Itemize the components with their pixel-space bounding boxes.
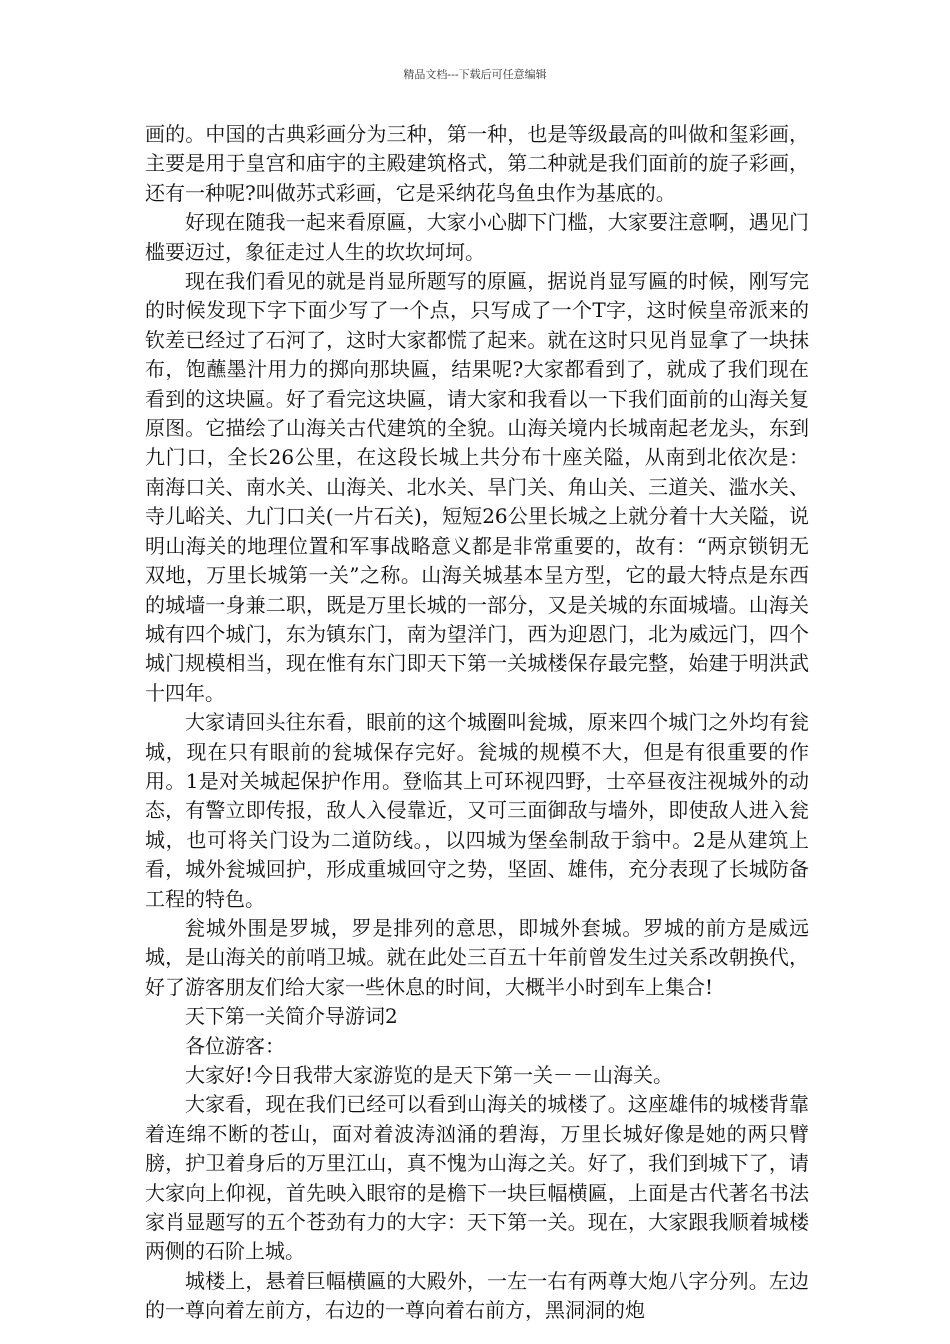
paragraph: 大家请回头往东看，眼前的这个城圈叫瓮城，原来四个城门之外均有瓮城，现在只有眼前的瓮城保存完好。瓮城的规模不大，但是有很重要的作用。1是对关城起保护作用。登临其上可环视四野，士卒昼夜注视城外的动态，有警立即传报，敌人入侵靠近，又可三面御敌与墙外，即使敌人进入瓮城，也可将关门设为二道防线。，以四城为堡垒制敌于翁中。2是从建筑上看，城外瓮城回护，形成重城回守之势，坚固、雄伟，充分表现了长城防备工程的特色。	[145, 710, 809, 911]
paragraph: 大家好!今日我带大家游览的是天下第一关－－山海关。	[185, 1063, 674, 1087]
page-header: 精品文档---下载后可任意编辑	[403, 68, 547, 81]
document-body	[145, 120, 809, 1326]
section-title: 天下第一关简介导游词2	[185, 1004, 398, 1029]
greeting: 各位游客：	[185, 1033, 285, 1058]
paragraph: 画的。中国的古典彩画分为三种，第一种，也是等级最高的叫做和玺彩画，主要是用于皇宫和庙宇的主殿建筑格式，第二种就是我们面前的旋子彩画，还有一种呢?叫做苏式彩画，它是采纳花鸟鱼虫作为基底的。	[145, 122, 809, 205]
paragraph: 瓮城外围是罗城，罗是排列的意思，即城外套城。罗城的前方是威远城，是山海关的前哨卫城。就在此处三百五十年前曾发生过关系改朝换代，好了游客朋友们给大家一些休息的时间，大概半小时到车上集合!	[145, 915, 809, 999]
paragraph: 城楼上，悬着巨幅横匾的大殿外，一左一右有两尊大炮八字分列。左边的一尊向着左前方，右边的一尊向着右前方，黑洞洞的炮	[145, 1268, 809, 1323]
paragraph: 好现在随我一起来看原匾，大家小心脚下门槛，大家要注意啊，遇见门槛要迈过，象征走过人生的坎坎坷坷。	[145, 210, 809, 264]
paragraph: 现在我们看见的就是肖显所题写的原匾，据说肖显写匾的时候，刚写完的时候发现下字下面少写了一个点，只写成了一个T字，这时候皇帝派来的钦差已经过了石河了，这时大家都慌了起来。就在这时只见肖显拿了一块抹布，饱蘸墨汁用力的掷向那块匾，结果呢?大家都看到了，就成了我们现在看到的这块匾。好了看完这块匾，请大家和我看以一下我们面前的山海关复原图。它描绘了山海关古代建筑的全貌。山海关境内长城南起老龙头，东到九门口，全长26公里，在这段长城上共分布十座关隘，从南到北依次是：南海口关、南水关、山海关、北水关、旱门关、角山关、三道关、滥水关、寺儿峪关、九门口关(一片石关)，短短26公里长城之上就分着十大关隘，说明山海关的地理位置和军事战略意义都是非常重要的，故有：“两京锁钥无双地，万里长城第一关”之称。山海关城基本呈方型，它的最大特点是东西的城墙一身兼二职，既是万里长城的一部分，又是关城的东面城墙。山海关城有四个城门，东为镇东门，南为望洋门，西为迎恩门，北为威远门，四个城门规模相当，现在惟有东门即天下第一关城楼保存最完整，始建于明洪武十四年。	[145, 269, 809, 705]
paragraph: 大家看，现在我们已经可以看到山海关的城楼了。这座雄伟的城楼背靠着连绵不断的苍山，面对着波涛汹涌的碧海，万里长城好像是她的两只臂膀，护卫着身后的万里江山，真不愧为山海之关。好了，我们到城下了，请大家向上仰视，首先映入眼帘的是檐下一块巨幅横匾，上面是古代著名书法家肖显题写的五个苍劲有力的大字：天下第一关。现在，大家跟我顺着城楼两侧的石阶上城。	[145, 1092, 809, 1264]
